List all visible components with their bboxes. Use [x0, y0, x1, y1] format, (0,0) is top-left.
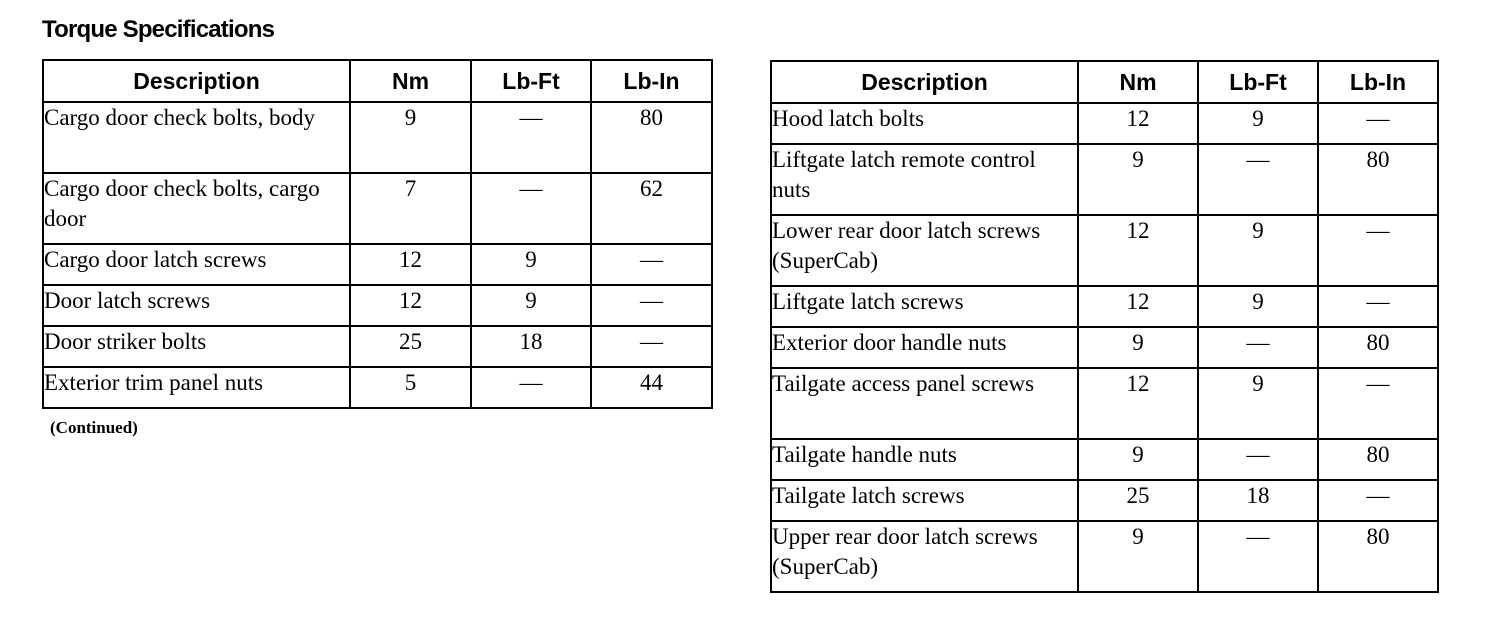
table-row — [43, 102, 712, 173]
table-row — [771, 103, 1438, 144]
description-cell: Hood latch bolts — [771, 103, 1078, 144]
nm-cell: 9 — [350, 102, 471, 173]
lbin-cell: — — [1318, 215, 1438, 286]
lbin-cell: 44 — [591, 367, 712, 408]
description-cell: Lower rear door latch screws (SuperCab) — [771, 215, 1078, 286]
nm-cell: 12 — [1078, 368, 1198, 439]
lbin-cell: 80 — [591, 102, 712, 173]
lbin-cell: — — [1318, 480, 1438, 521]
nm-cell: 25 — [1078, 480, 1198, 521]
description-cell: Liftgate latch screws — [771, 286, 1078, 327]
lbin-cell: 80 — [1318, 327, 1438, 368]
continued-note: (Continued) — [50, 418, 138, 437]
nm-cell: 5 — [350, 367, 471, 408]
table-header-row — [43, 60, 712, 102]
column-header-lbft: Lb-Ft — [471, 60, 591, 102]
lbft-cell: — — [1198, 327, 1318, 368]
description-cell: Tailgate latch screws — [771, 480, 1078, 521]
lbin-cell: — — [1318, 368, 1438, 439]
lbft-cell: — — [1198, 439, 1318, 480]
lbin-cell: — — [591, 285, 712, 326]
table-row — [771, 286, 1438, 327]
lbft-cell: 9 — [471, 244, 591, 285]
lbft-cell: — — [1198, 144, 1318, 215]
table-row — [771, 439, 1438, 480]
lbft-cell: — — [471, 367, 591, 408]
nm-cell: 25 — [350, 326, 471, 367]
table-row — [43, 285, 712, 326]
description-cell: Exterior trim panel nuts — [43, 367, 350, 408]
lbin-cell: 62 — [591, 173, 712, 244]
nm-cell: 12 — [350, 285, 471, 326]
table-row — [771, 144, 1438, 215]
table-row — [771, 521, 1438, 592]
table-row — [771, 327, 1438, 368]
description-cell: Cargo door latch screws — [43, 244, 350, 285]
description-cell: Cargo door check bolts, body — [43, 102, 350, 173]
lbft-cell: 9 — [1198, 103, 1318, 144]
nm-cell: 12 — [350, 244, 471, 285]
lbft-cell: 9 — [1198, 215, 1318, 286]
table-row — [43, 326, 712, 367]
table-header-row — [771, 61, 1438, 103]
lbft-cell: 9 — [471, 285, 591, 326]
description-cell: Cargo door check bolts, cargo door — [43, 173, 350, 244]
lbft-cell: — — [471, 102, 591, 173]
nm-cell: 9 — [1078, 327, 1198, 368]
table-row — [771, 215, 1438, 286]
column-header-nm: Nm — [1078, 61, 1198, 103]
lbin-cell: — — [591, 244, 712, 285]
nm-cell: 12 — [1078, 103, 1198, 144]
description-cell: Tailgate handle nuts — [771, 439, 1078, 480]
description-cell: Exterior door handle nuts — [771, 327, 1078, 368]
table-row — [43, 367, 712, 408]
nm-cell: 9 — [1078, 521, 1198, 592]
column-header-description: Description — [43, 60, 350, 102]
lbin-cell: — — [1318, 286, 1438, 327]
nm-cell: 12 — [1078, 215, 1198, 286]
table-row — [771, 480, 1438, 521]
description-cell: Door striker bolts — [43, 326, 350, 367]
lbft-cell: 9 — [1198, 368, 1318, 439]
torque-table-left — [42, 59, 713, 409]
nm-cell: 9 — [1078, 144, 1198, 215]
lbin-cell: — — [1318, 103, 1438, 144]
column-header-nm: Nm — [350, 60, 471, 102]
description-cell: Tailgate access panel screws — [771, 368, 1078, 439]
nm-cell: 7 — [350, 173, 471, 244]
lbin-cell: 80 — [1318, 439, 1438, 480]
description-cell: Liftgate latch remote control nuts — [771, 144, 1078, 215]
table-row — [771, 368, 1438, 439]
lbft-cell: 9 — [1198, 286, 1318, 327]
lbft-cell: — — [471, 173, 591, 244]
lbin-cell: 80 — [1318, 144, 1438, 215]
nm-cell: 12 — [1078, 286, 1198, 327]
lbft-cell: — — [1198, 521, 1318, 592]
description-cell: Door latch screws — [43, 285, 350, 326]
column-header-lbin: Lb-In — [591, 60, 712, 102]
table-row — [43, 173, 712, 244]
lbft-cell: 18 — [471, 326, 591, 367]
description-cell: Upper rear door latch screws (SuperCab) — [771, 521, 1078, 592]
column-header-description: Description — [771, 61, 1078, 103]
column-header-lbin: Lb-In — [1318, 61, 1438, 103]
column-header-lbft: Lb-Ft — [1198, 61, 1318, 103]
torque-table-right — [770, 60, 1439, 593]
table-row — [43, 244, 712, 285]
lbft-cell: 18 — [1198, 480, 1318, 521]
page-title: Torque Specifications — [42, 16, 275, 43]
lbin-cell: 80 — [1318, 521, 1438, 592]
nm-cell: 9 — [1078, 439, 1198, 480]
lbin-cell: — — [591, 326, 712, 367]
